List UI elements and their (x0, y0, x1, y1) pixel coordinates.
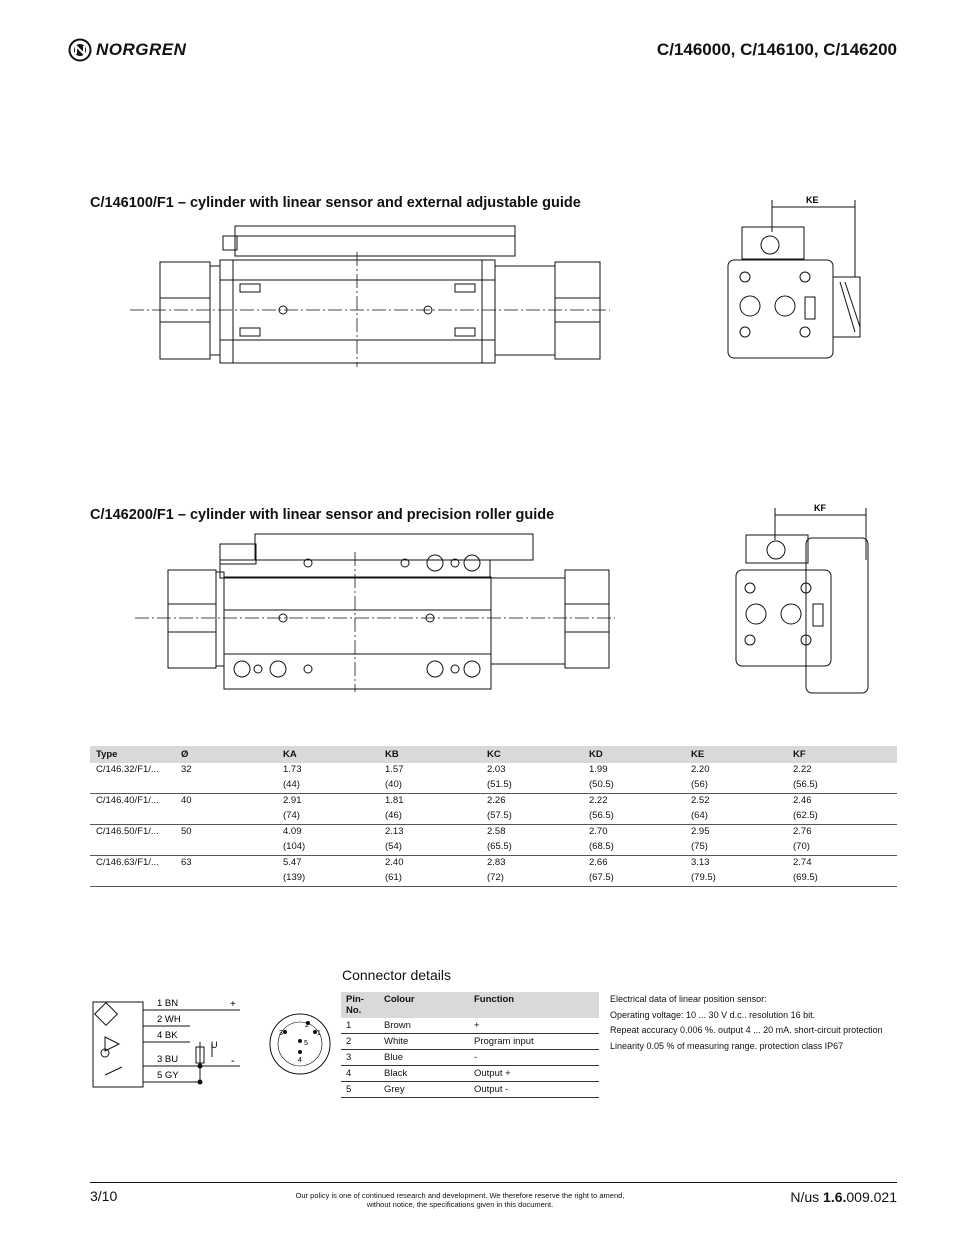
drawing-end-view-roller-guide (728, 500, 873, 698)
col-colour: Colour (379, 992, 469, 1018)
cell-empty (90, 871, 175, 887)
cell-empty (90, 840, 175, 856)
cell-value-mm: (56) (685, 778, 787, 794)
drawing-cylinder-external-guide (125, 222, 615, 367)
cell-empty (175, 809, 277, 825)
doc-number-bold: 1.6. (823, 1189, 847, 1205)
cell-value-mm: (50.5) (583, 778, 685, 794)
cell-colour: Blue (379, 1050, 469, 1066)
cell-pin: 3 (341, 1050, 379, 1066)
table-row (90, 778, 897, 794)
cell-value-inch: 2.91 (283, 795, 302, 806)
electrical-line: Electrical data of linear position sensor: (610, 994, 767, 1004)
cell-value-mm: (68.5) (583, 840, 685, 856)
pin-number-1: 1 (317, 1030, 321, 1037)
electrical-line: Linearity 0.05 % of measuring range. protection class IP67 (610, 1040, 844, 1051)
cell-value-inch: 2.70 (589, 826, 608, 837)
pin-row (341, 1018, 599, 1034)
wire-label-5: 5 GY (157, 1070, 179, 1081)
cell-value-inch: 1.57 (385, 764, 404, 775)
col-bore: Ø (175, 746, 277, 763)
pin-number-2: 2 (305, 1022, 309, 1029)
dimension-table-header (90, 746, 897, 763)
dimension-label-ke: KE (806, 195, 819, 205)
cell-value-inch: 5.47 (283, 857, 302, 868)
col-ka: KA (277, 746, 379, 763)
cell-value-inch: 2.03 (487, 764, 506, 775)
cell-pin: 2 (341, 1034, 379, 1050)
cell-value-mm: (44) (277, 778, 379, 794)
dimension-label-kf: KF (814, 503, 826, 513)
cell-value-inch: 3.13 (691, 857, 710, 868)
cell-value-mm: (56.5) (583, 809, 685, 825)
footer-divider (90, 1182, 897, 1183)
cell-value-inch: 1.99 (589, 764, 608, 775)
section-title-external-guide: C/146100/F1 – cylinder with linear sensor and external adjustable guide (90, 195, 581, 211)
table-row (90, 794, 897, 810)
cell-function: Output - (469, 1082, 599, 1098)
table-row (90, 825, 897, 841)
cell-pin: 1 (341, 1018, 379, 1034)
cell-empty (175, 871, 277, 887)
cell-value-inch: 2.26 (487, 795, 506, 806)
policy-note (270, 1191, 650, 1209)
norgren-logo (68, 38, 186, 62)
cell-empty (175, 840, 277, 856)
cell-value-inch: 4.09 (283, 826, 302, 837)
electrical-data (610, 992, 883, 1054)
doc-number-suffix: 009.021 (846, 1189, 897, 1205)
connector-pinout-icon (268, 1012, 332, 1076)
norgren-emblem-icon (68, 38, 92, 62)
cell-value-mm: (72) (481, 871, 583, 887)
wire-label-1: 1 BN (157, 998, 179, 1009)
cell-value-inch: 2.58 (487, 826, 506, 837)
cell-value-mm: (54) (379, 840, 481, 856)
electrical-line: Repeat accuracy 0.006 %. output 4 ... 20 mA. short-circuit protection (610, 1025, 883, 1036)
cell-pin: 4 (341, 1066, 379, 1082)
table-row (90, 856, 897, 872)
cell-empty (175, 778, 277, 794)
cell-value-mm: (64) (685, 809, 787, 825)
col-kf: KF (787, 746, 897, 763)
cell-value-mm: (46) (379, 809, 481, 825)
table-row (90, 871, 897, 887)
cell-type: C/146.63/F1/... (96, 857, 159, 868)
cell-value-inch: 2.13 (385, 826, 404, 837)
cell-value-mm: (67.5) (583, 871, 685, 887)
cell-value-mm: (70) (787, 840, 897, 856)
pin-number-5: 5 (304, 1040, 308, 1047)
cell-value-mm: (56.5) (787, 778, 897, 794)
pin-row (341, 1034, 599, 1050)
pin-row (341, 1066, 599, 1082)
pin-table-header (341, 992, 599, 1018)
cell-value-inch: 2.46 (793, 795, 812, 806)
brand-name: NORGREN (96, 40, 187, 59)
cell-value-mm: (65.5) (481, 840, 583, 856)
cell-empty (90, 809, 175, 825)
cell-empty (90, 778, 175, 794)
wire-label-3: 3 BU (157, 1054, 179, 1065)
col-ke: KE (685, 746, 787, 763)
cell-type: C/146.50/F1/... (96, 826, 159, 837)
cell-value-mm: (104) (277, 840, 379, 856)
pin-number-3: 3 (279, 1030, 283, 1037)
col-pin-no: Pin- No. (341, 992, 379, 1018)
table-row (90, 763, 897, 778)
pin-row (341, 1082, 599, 1098)
cell-value-inch: 2.66 (589, 857, 608, 868)
table-row (90, 809, 897, 825)
cell-value-inch: 2.22 (793, 764, 812, 775)
policy-line-2: without notice, the specifications given in this document. (366, 1200, 554, 1209)
cell-value-inch: 1.73 (283, 764, 302, 775)
cell-function: + (469, 1018, 599, 1034)
cell-colour: White (379, 1034, 469, 1050)
plus-sign: + (230, 999, 236, 1010)
wire-label-2: 2 WH (157, 1014, 181, 1025)
cell-value-mm: (139) (277, 871, 379, 887)
col-type: Type (90, 746, 175, 763)
col-function: Function (469, 992, 599, 1018)
cell-colour: Brown (379, 1018, 469, 1034)
cell-pin: 5 (341, 1082, 379, 1098)
cell-value-inch: 1.81 (385, 795, 404, 806)
policy-line-1: Our policy is one of continued research and development. We therefore reserve the right to amend, (295, 1191, 625, 1200)
cell-colour: Grey (379, 1082, 469, 1098)
drawing-end-view-external-guide (720, 192, 870, 364)
cell-function: Program input (469, 1034, 599, 1050)
cell-value-mm: (69.5) (787, 871, 897, 887)
cell-value-mm: (75) (685, 840, 787, 856)
page-number: 3/10 (90, 1188, 118, 1204)
col-kb: KB (379, 746, 481, 763)
col-kd: KD (583, 746, 685, 763)
connector-details-title: Connector details (342, 967, 451, 983)
cell-value-inch: 2.20 (691, 764, 710, 775)
voltage-label: U (211, 1040, 218, 1050)
cell-value-mm: (51.5) (481, 778, 583, 794)
cell-value-inch: 2.22 (589, 795, 608, 806)
cell-value-mm: (57.5) (481, 809, 583, 825)
dimension-table (90, 746, 897, 887)
pin-number-4: 4 (298, 1057, 302, 1064)
drawing-cylinder-roller-guide (130, 532, 620, 692)
cell-colour: Black (379, 1066, 469, 1082)
cell-value-mm: (61) (379, 871, 481, 887)
connector-pin-table (341, 992, 599, 1098)
cell-function: Output + (469, 1066, 599, 1082)
table-row (90, 840, 897, 856)
cell-value-inch: 2.95 (691, 826, 710, 837)
cell-value-mm: (74) (277, 809, 379, 825)
minus-sign: - (231, 1055, 235, 1067)
cell-value-inch: 2.40 (385, 857, 404, 868)
cell-function: - (469, 1050, 599, 1066)
cell-value-mm: (79.5) (685, 871, 787, 887)
cell-value-inch: 2.76 (793, 826, 812, 837)
cell-value-mm: (62.5) (787, 809, 897, 825)
cell-value-inch: 2.83 (487, 857, 506, 868)
section-title-roller-guide: C/146200/F1 – cylinder with linear sensor and precision roller guide (90, 507, 555, 523)
cell-bore: 63 (181, 857, 192, 868)
cell-bore: 50 (181, 826, 192, 837)
cell-value-inch: 2.52 (691, 795, 710, 806)
cell-value-mm: (40) (379, 778, 481, 794)
wire-label-4: 4 BK (157, 1030, 178, 1041)
cell-bore: 32 (181, 764, 192, 775)
electrical-line: Operating voltage: 10 ... 30 V d.c.. resolution 16 bit. (610, 1009, 816, 1020)
wiring-diagram (90, 995, 250, 1090)
doc-number-prefix: N/us (790, 1189, 824, 1205)
cell-type: C/146.40/F1/... (96, 795, 159, 806)
pin-row (341, 1050, 599, 1066)
cell-type: C/146.32/F1/... (96, 764, 159, 775)
cell-bore: 40 (181, 795, 192, 806)
col-kc: KC (481, 746, 583, 763)
document-title: C/146000, C/146100, C/146200 (656, 40, 897, 59)
cell-value-inch: 2.74 (793, 857, 812, 868)
document-number (790, 1189, 897, 1205)
